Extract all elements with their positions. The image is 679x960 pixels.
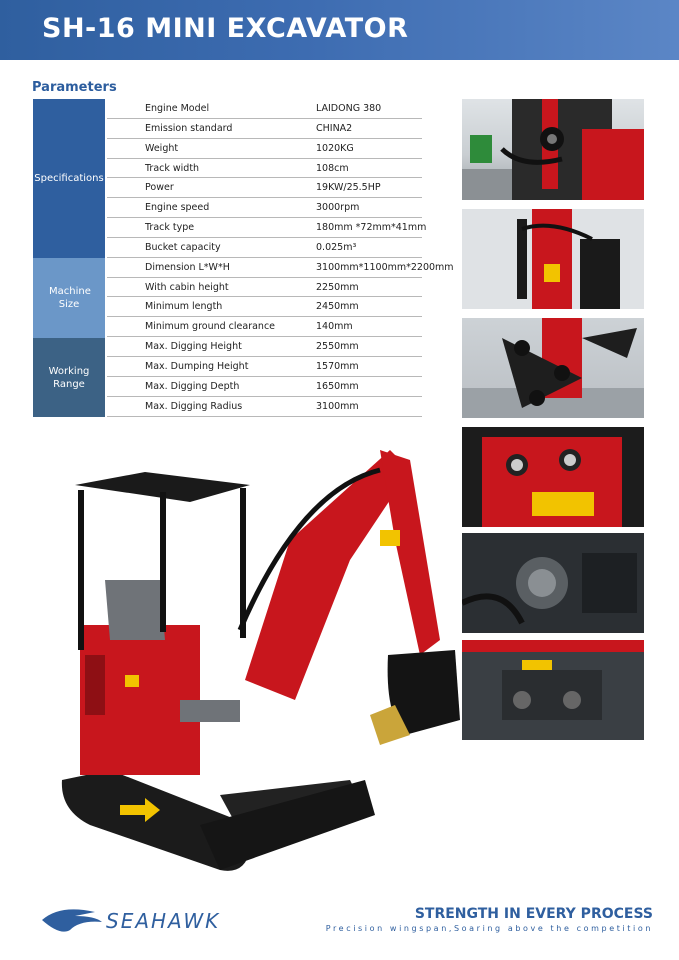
param-label: Weight <box>145 142 179 154</box>
table-row <box>107 297 422 317</box>
param-value: 1020KG <box>316 142 354 154</box>
parameters-table <box>107 99 454 417</box>
detail-photo-engine-alternator <box>462 533 644 633</box>
param-value: 0.025m³ <box>316 241 357 253</box>
group-machine-size <box>33 258 105 338</box>
group-working-range <box>33 338 105 417</box>
svg-text:SEAHAWK: SEAHAWK <box>106 909 221 933</box>
param-value: 3000rpm <box>316 202 360 214</box>
table-row <box>107 377 422 397</box>
detail-photo-arm-cylinder <box>462 209 644 309</box>
param-label: Minimum ground clearance <box>145 321 276 333</box>
param-value: 2250mm <box>316 281 359 293</box>
param-label: Dimension L*W*H <box>145 261 230 273</box>
table-row <box>107 397 422 417</box>
table-row <box>107 357 422 377</box>
param-label: Max. Digging Radius <box>145 400 243 412</box>
param-label: Bucket capacity <box>145 241 221 253</box>
page-title: SH-16 MINI EXCAVATOR <box>42 13 409 44</box>
group-label: Working Range <box>48 365 90 390</box>
table-row <box>107 278 422 298</box>
param-value: 180mm *72mm*41mm <box>316 222 427 234</box>
table-row <box>107 198 422 218</box>
parameters-heading: Parameters <box>32 80 117 95</box>
table-row <box>107 317 422 337</box>
table-row <box>107 258 454 278</box>
table-row <box>107 218 427 238</box>
page-header <box>0 0 679 60</box>
table-row <box>107 238 422 258</box>
group-label: Specifications <box>34 173 104 184</box>
param-value: CHINA2 <box>316 122 353 134</box>
seahawk-logo <box>40 902 240 942</box>
table-row <box>107 159 422 179</box>
param-value: 1650mm <box>316 380 359 392</box>
table-row <box>107 337 422 357</box>
param-value: 108cm <box>316 162 349 174</box>
detail-photo-bucket-link <box>462 318 644 418</box>
param-label: Track type <box>145 222 195 234</box>
param-label: Minimum length <box>145 301 223 313</box>
param-value: 140mm <box>316 321 353 333</box>
table-row <box>107 178 422 198</box>
param-value: LAIDONG 380 <box>316 103 382 114</box>
group-label: Machine Size <box>49 286 91 310</box>
param-value: 3100mm*1100mm*2200mm <box>316 261 454 273</box>
param-value: 1570mm <box>316 360 359 372</box>
table-row <box>107 119 422 139</box>
param-label: Max. Digging Depth <box>145 380 240 392</box>
param-label: Engine Model <box>145 103 210 114</box>
param-label: With cabin height <box>145 281 229 293</box>
param-value: 2550mm <box>316 341 359 353</box>
table-row <box>107 139 422 159</box>
excavator-image <box>50 430 470 894</box>
param-value: 3100mm <box>316 400 359 412</box>
param-label: Max. Digging Height <box>145 341 242 353</box>
table-row <box>107 99 422 119</box>
footer-tagline: STRENGTH IN EVERY PROCESS <box>414 906 653 922</box>
param-label: Emission standard <box>145 122 233 134</box>
detail-photo-engine-bay <box>462 640 644 740</box>
param-label: Max. Dumping Height <box>145 360 249 372</box>
param-label: Track width <box>145 162 200 174</box>
group-specifications <box>33 99 105 258</box>
detail-photo-tank-caps <box>462 427 644 527</box>
param-label: Engine speed <box>145 202 210 214</box>
param-value: 2450mm <box>316 301 359 313</box>
footer-subtitle: Precision wingspan,Soaring above the competition <box>325 924 653 933</box>
param-label: Power <box>145 182 174 194</box>
detail-photo-boom-swing <box>462 99 644 200</box>
param-value: 19KW/25.5HP <box>316 182 381 194</box>
